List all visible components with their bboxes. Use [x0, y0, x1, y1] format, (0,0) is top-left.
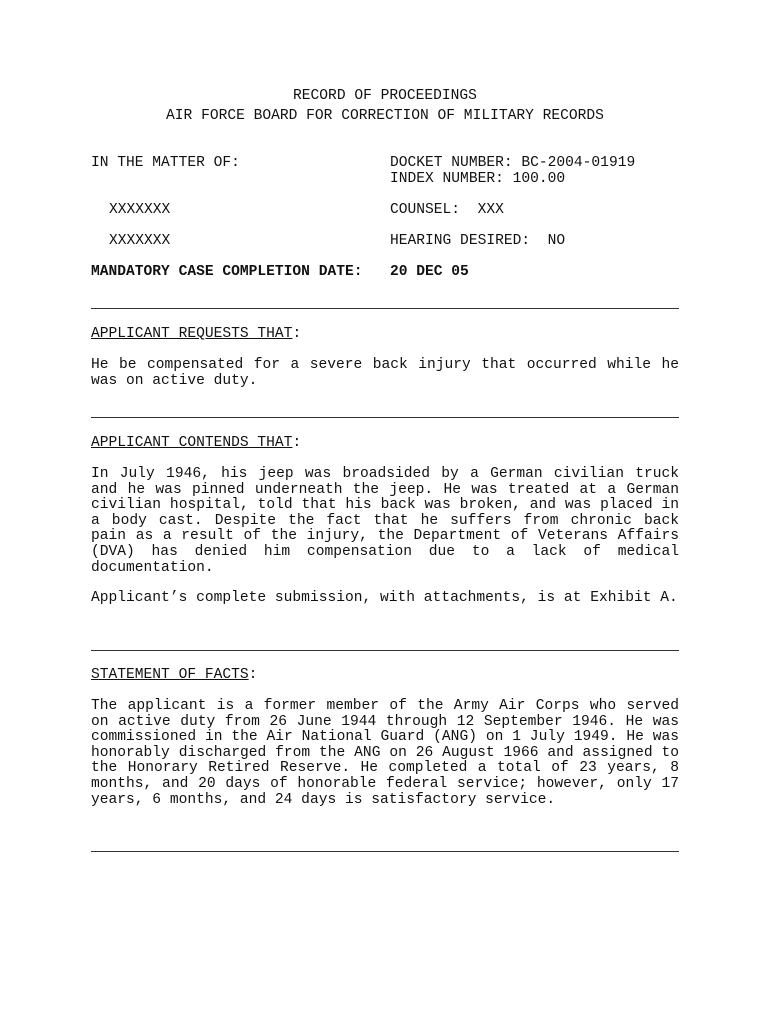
contends-heading-colon: :: [292, 435, 302, 451]
divider: [91, 417, 679, 418]
divider: [91, 308, 679, 309]
contends-heading-text: APPLICANT CONTENDS THAT: [91, 435, 293, 451]
contends-paragraph-2: Applicant’s complete submission, with attachments, is at Exhibit A.: [91, 590, 678, 606]
requests-text: He be compensated for a severe back injury that occurred while he was on active duty.: [91, 357, 679, 389]
requests-heading-text: APPLICANT REQUESTS THAT: [91, 326, 293, 342]
hearing-desired: HEARING DESIRED: NO: [390, 233, 566, 249]
docket-number: DOCKET NUMBER: BC-2004-01919: [390, 155, 636, 171]
in-the-matter-label: IN THE MATTER OF:: [91, 155, 240, 171]
completion-date-value: 20 DEC 05: [390, 264, 469, 280]
contends-paragraph-1: In July 1946, his jeep was broadsided by a German civilian truck and he was pinned underneath the jeep. He was treated at a German civilian hospital, told that his back was broken, and was placed in a body cast. Despite the fact that he suffers from chronic back pain as a result of the injury, the Department of Veterans Affairs (DVA) has denied him compensation due to a lack of medical documentation.: [91, 466, 679, 576]
applicant-name: XXXXXXX: [109, 202, 171, 218]
document-subtitle: AIR FORCE BOARD FOR CORRECTION OF MILITARY RECORDS: [166, 108, 604, 124]
requests-heading-colon: :: [292, 326, 302, 342]
facts-heading: [91, 668, 257, 684]
divider: [91, 650, 679, 651]
facts-heading-colon: :: [248, 667, 258, 683]
applicant-name-2: XXXXXXX: [109, 233, 171, 249]
completion-date-label: MANDATORY CASE COMPLETION DATE:: [91, 264, 363, 280]
facts-heading-text: STATEMENT OF FACTS: [91, 667, 249, 683]
divider: [91, 851, 679, 852]
contends-heading: [91, 436, 301, 452]
facts-text: The applicant is a former member of the Army Air Corps who served on active duty from 26 June 1944 through 12 September 1946. He was commissioned in the Air National Guard (ANG) on 1 July 1949. He was honorably discharged from the ANG on 26 August 1966 and assigned to the Honorary Retired Reserve. He completed a total of 23 years, 8 months, and 20 days of honorable federal service; however, only 17 years, 6 months, and 24 days is satisfactory service.: [91, 698, 679, 808]
counsel: COUNSEL: XXX: [390, 202, 504, 218]
requests-heading: [91, 327, 301, 343]
document-title: RECORD OF PROCEEDINGS: [293, 88, 477, 104]
index-number: INDEX NUMBER: 100.00: [390, 171, 566, 187]
